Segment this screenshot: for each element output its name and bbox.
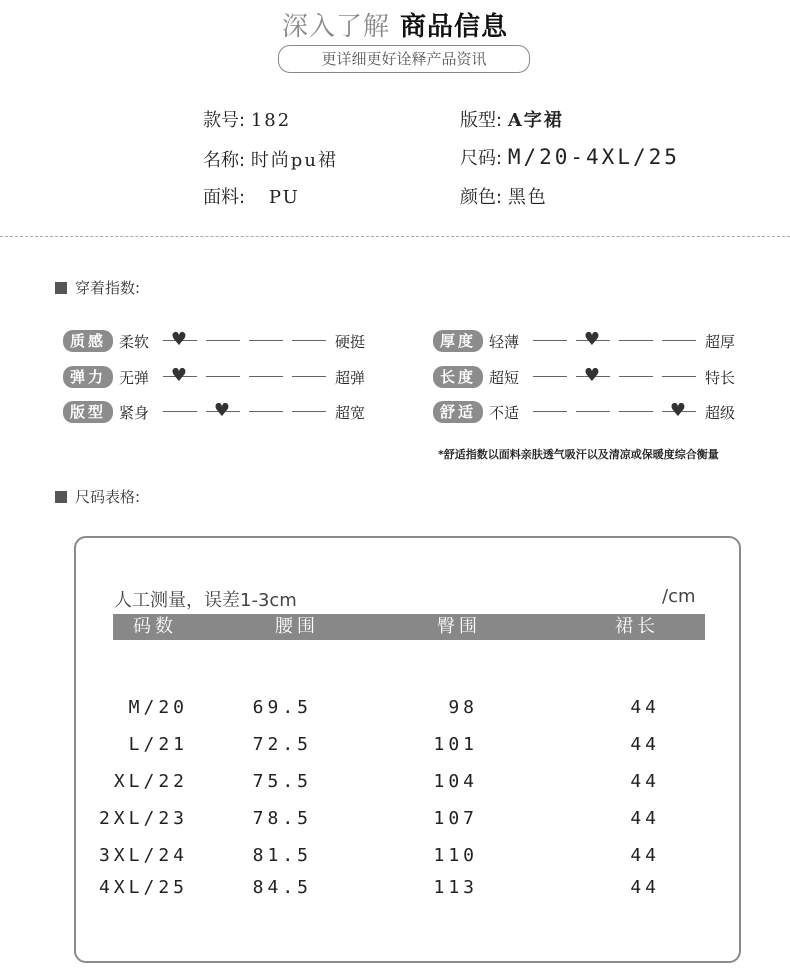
fit-field — [460, 106, 564, 132]
wear-left-word: 轻薄 — [489, 332, 520, 351]
wear-scale — [159, 400, 335, 424]
cell-size: 4XL/25 — [98, 877, 188, 898]
scale-segment — [206, 376, 240, 377]
scale-segment — [249, 340, 283, 341]
column-header-length: 裙长 — [615, 616, 659, 637]
cell-waist: 72.5 — [252, 734, 312, 755]
column-header-size: 码数 — [133, 616, 177, 637]
page-title — [0, 6, 790, 43]
comfort-note: *舒适指数以面料亲肤透气吸汗以及清凉或保暖度综合衡量 — [438, 448, 719, 461]
wear-row — [63, 329, 375, 353]
table-row — [0, 877, 790, 901]
wear-index-heading — [55, 277, 140, 298]
cell-hip: 104 — [433, 771, 478, 792]
wear-scale — [529, 400, 705, 424]
scale-segment — [662, 340, 696, 341]
name-label: 名称: — [203, 150, 246, 171]
table-row — [0, 697, 790, 721]
cell-size: XL/22 — [113, 771, 188, 792]
wear-row — [63, 365, 375, 389]
unit-label: /cm — [662, 586, 696, 607]
color-label: 颜色: — [460, 187, 503, 208]
wear-scale — [529, 365, 705, 389]
column-header-waist: 腰围 — [275, 616, 319, 637]
wear-row — [433, 329, 745, 353]
heart-icon: ♥ — [170, 365, 188, 386]
scale-segment — [533, 411, 567, 412]
cell-hip: 110 — [433, 845, 478, 866]
wear-badge: 弹力 — [63, 366, 113, 388]
title-light: 深入了解 — [281, 12, 390, 42]
fit-label: 版型: — [460, 110, 503, 131]
cell-length: 44 — [630, 697, 660, 718]
table-row — [0, 771, 790, 795]
cell-length: 44 — [630, 808, 660, 829]
wear-left-word: 无弹 — [119, 368, 150, 387]
cell-length: 44 — [630, 877, 660, 898]
wear-left-word: 超短 — [489, 368, 520, 387]
fit-value: A字裙 — [507, 110, 564, 131]
wear-row — [433, 365, 745, 389]
style-no-label: 款号: — [203, 110, 246, 131]
scale-segment — [662, 376, 696, 377]
cell-length: 44 — [630, 771, 660, 792]
wear-scale — [529, 329, 705, 353]
scale-segment — [292, 340, 326, 341]
wear-left-word: 不适 — [489, 403, 520, 422]
scale-segment — [619, 411, 653, 412]
title-bold: 商品信息 — [400, 12, 509, 42]
scale-segment — [249, 411, 283, 412]
wear-right-word: 超弹 — [335, 368, 366, 387]
subtitle-pill: 更详细更好诠释产品资讯 — [278, 45, 530, 73]
table-row — [0, 808, 790, 832]
wear-row — [63, 400, 375, 424]
scale-segment — [619, 340, 653, 341]
wear-left-word: 柔软 — [119, 332, 150, 351]
cell-size: L/21 — [128, 734, 188, 755]
measure-note: 人工测量，误差1-3cm — [114, 590, 297, 611]
table-row — [0, 734, 790, 758]
wear-right-word: 超宽 — [335, 403, 366, 422]
fabric-value: PU — [268, 187, 300, 208]
size-table-heading — [55, 486, 140, 507]
heart-icon: ♥ — [213, 400, 231, 421]
cell-waist: 84.5 — [252, 877, 312, 898]
scale-segment — [533, 376, 567, 377]
scale-segment — [249, 376, 283, 377]
size-value: M/20-4XL/25 — [507, 145, 680, 169]
wear-right-word: 超级 — [705, 403, 736, 422]
cell-hip: 107 — [433, 808, 478, 829]
scale-segment — [576, 411, 610, 412]
square-bullet-icon — [55, 282, 67, 294]
scale-segment — [206, 340, 240, 341]
column-header-hip: 臀围 — [437, 616, 481, 637]
cell-size: M/20 — [128, 697, 188, 718]
wear-right-word: 特长 — [705, 368, 736, 387]
cell-waist: 75.5 — [252, 771, 312, 792]
scale-segment — [292, 376, 326, 377]
scale-segment — [619, 376, 653, 377]
wear-badge: 舒适 — [433, 401, 483, 423]
size-field — [460, 144, 680, 170]
style-no-value: 182 — [250, 110, 292, 131]
cell-length: 44 — [630, 845, 660, 866]
cell-size: 3XL/24 — [98, 845, 188, 866]
size-table-header — [113, 614, 705, 640]
cell-hip: 98 — [448, 697, 478, 718]
wear-badge: 长度 — [433, 366, 483, 388]
wear-badge: 版型 — [63, 401, 113, 423]
heart-icon: ♥ — [583, 329, 601, 350]
dashed-divider — [0, 236, 790, 237]
cell-waist: 69.5 — [252, 697, 312, 718]
table-row — [0, 845, 790, 869]
heart-icon: ♥ — [669, 400, 687, 421]
heart-icon: ♥ — [170, 329, 188, 350]
cell-hip: 101 — [433, 734, 478, 755]
scale-segment — [163, 411, 197, 412]
name-field — [203, 146, 338, 172]
size-table-heading-text: 尺码表格: — [75, 488, 141, 506]
color-value: 黑色 — [507, 187, 548, 208]
wear-scale — [159, 365, 335, 389]
cell-length: 44 — [630, 734, 660, 755]
scale-segment — [533, 340, 567, 341]
wear-left-word: 紧身 — [119, 403, 150, 422]
heart-icon: ♥ — [583, 365, 601, 386]
wear-badge: 厚度 — [433, 330, 483, 352]
square-bullet-icon — [55, 491, 67, 503]
name-value: 时尚pu裙 — [250, 150, 338, 171]
wear-badge: 质感 — [63, 330, 113, 352]
wear-scale — [159, 329, 335, 353]
color-field — [460, 183, 548, 209]
fabric-label: 面料: — [203, 187, 246, 208]
cell-size: 2XL/23 — [98, 808, 188, 829]
wear-right-word: 超厚 — [705, 332, 736, 351]
cell-hip: 113 — [433, 877, 478, 898]
wear-index-heading-text: 穿着指数: — [75, 279, 141, 297]
wear-right-word: 硬挺 — [335, 332, 366, 351]
cell-waist: 78.5 — [252, 808, 312, 829]
style-no-field — [203, 106, 291, 132]
size-label: 尺码: — [460, 148, 503, 169]
fabric-field — [203, 183, 300, 209]
scale-segment — [292, 411, 326, 412]
wear-row — [433, 400, 745, 424]
cell-waist: 81.5 — [252, 845, 312, 866]
